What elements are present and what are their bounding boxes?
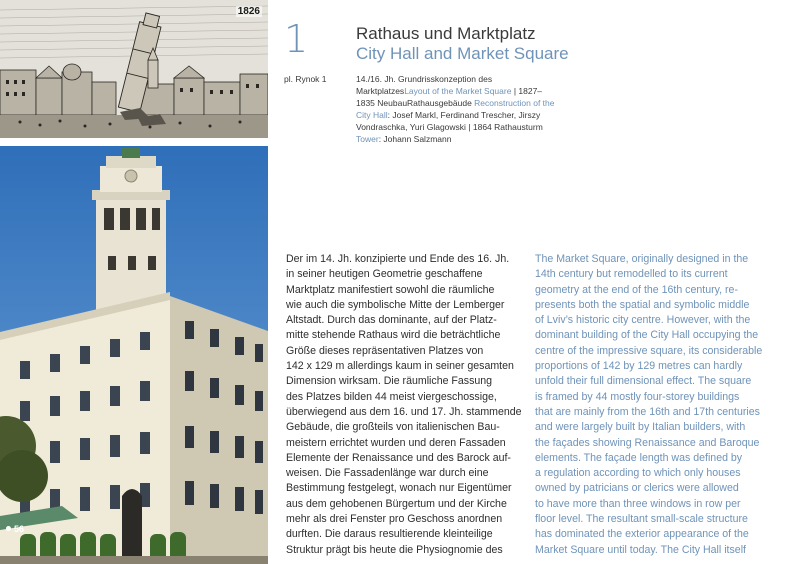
city-hall-photo: [0, 146, 268, 564]
body-line: mehr als drei Fenster pro Geschoss anordnen: [286, 513, 503, 526]
body-line: is framed by 44 mostly four-storey buildings: [535, 390, 740, 403]
body-line: 14th century but remodelled to its current: [535, 268, 728, 281]
page-dot-icon: [6, 526, 11, 531]
fact-segment: 14./16. Jh. Grundrisskonzeption des Marktplatzes: [356, 74, 493, 96]
engraving-year-label: 1826: [237, 6, 260, 17]
fact-segment: Rathausgebäude: [407, 98, 475, 108]
body-line: has dominated the exterior appearance of the: [535, 528, 749, 541]
body-text-german: [286, 252, 524, 558]
fact-segment: Tower: [356, 134, 379, 144]
body-line: Altstadt. Durch das dominante, auf der Platz-: [286, 314, 497, 327]
body-line: geometry at the end of the 16th century, re-: [535, 283, 738, 296]
historic-engraving-image: [0, 0, 268, 138]
body-line: The Market Square, originally designed in the: [535, 253, 749, 265]
body-line: aus dem gehobenen Bürgertum und der Kirche: [286, 497, 507, 510]
body-line: proportions of 142 by 129 metres can hardly: [535, 360, 743, 373]
body-line: Der im 14. Jh. konzipierte und Ende des 16. Jh.: [286, 253, 510, 265]
left-image-column: [0, 0, 268, 564]
body-line: weisen. Die Fassadenlänge war durch eine: [286, 467, 489, 480]
fact-segment: Reconstruction of the City Hall: [356, 98, 555, 120]
body-line: Marktplatz manifestiert sowohl die räumliche: [286, 283, 495, 296]
body-line: meistern errichtet wurden und deren Fassaden: [286, 436, 506, 449]
fact-segment: : Josef Markl, Ferdinand Trescher, Jirszy Vondraschka, Yuri Glagowski | 1864 Rathausturm: [356, 110, 543, 132]
engraving-illustration: [0, 0, 268, 138]
title-english: City Hall and Market Square: [356, 44, 569, 63]
body-line: mitte stehende Rathaus wird die beträchtliche: [286, 329, 501, 342]
body-line: owned by patricians or clerics were allowed: [535, 482, 739, 495]
body-line: Größe dieses repräsentativen Platzes von: [286, 344, 484, 357]
body-line: and were largely built by Italian builders, with: [535, 421, 746, 434]
body-line: unfold their full dimensional effect. The square: [535, 375, 752, 388]
body-line: to have more than three windows in row per: [535, 497, 741, 510]
body-line: des Platzes bilden 44 meist viergeschossige,: [286, 390, 497, 403]
body-line: Dimension wirksam. Die räumliche Fassung: [286, 375, 493, 388]
body-line: Elemente der Renaissance und des Barock auf-: [286, 451, 511, 464]
body-line: centre of the impressive square, its considerable: [535, 344, 763, 357]
body-line: Bestimmung festgelegt, wonach nur Eigentümer: [286, 482, 512, 495]
body-line: Market Square until today. The City Hall itself: [535, 543, 746, 556]
body-line: presents both the spatial and symbolic middle: [535, 298, 750, 311]
address: pl. Rynok 1: [284, 74, 327, 84]
body-line: in seiner heutigen Geometrie geschaffene: [286, 268, 483, 281]
body-line: Gebäude, die großteils von italienischen Bau-: [286, 421, 500, 434]
city-hall-illustration: [0, 146, 268, 564]
page-number: [6, 524, 24, 534]
fact-segment: | 1827–1835 Neubau: [356, 86, 543, 108]
body-line: 142 x 129 m allerdings kaum in seiner gesamten: [286, 360, 514, 373]
body-line: of Lviv’s historic city centre. However, with the: [535, 314, 751, 327]
body-line: elements. The façade length was defined by: [535, 451, 743, 464]
fact-segment: : Johann Salzmann: [378, 134, 452, 144]
page-number-value: 56: [14, 524, 25, 534]
body-line: dominant building of the City Hall occupying the: [535, 329, 759, 342]
body-line: a regulation according to which only houses: [535, 467, 741, 480]
fact-segment: Layout of the Market Square: [404, 86, 512, 96]
body-text-english: [535, 252, 773, 558]
body-line: Struktur prägt bis heute die Physiognomie des: [286, 543, 503, 556]
body-line: that are mainly from the 16th and 17th centuries: [535, 405, 760, 418]
body-line: überwiegend aus dem 16. und 17. Jh. stammende: [286, 405, 522, 418]
facts-block: [356, 73, 556, 145]
body-line: floor level. The resultant small-scale structure: [535, 513, 748, 526]
body-line: the façades showing Renaissance and Baroque: [535, 436, 760, 449]
body-line: wie auch die symbolische Mitte der Lemberger: [286, 298, 505, 311]
title-german: Rathaus und Marktplatz: [356, 24, 536, 43]
body-line: durften. Die daraus resultierende kleinteilige: [286, 528, 493, 541]
entry-number: 1: [284, 17, 309, 61]
